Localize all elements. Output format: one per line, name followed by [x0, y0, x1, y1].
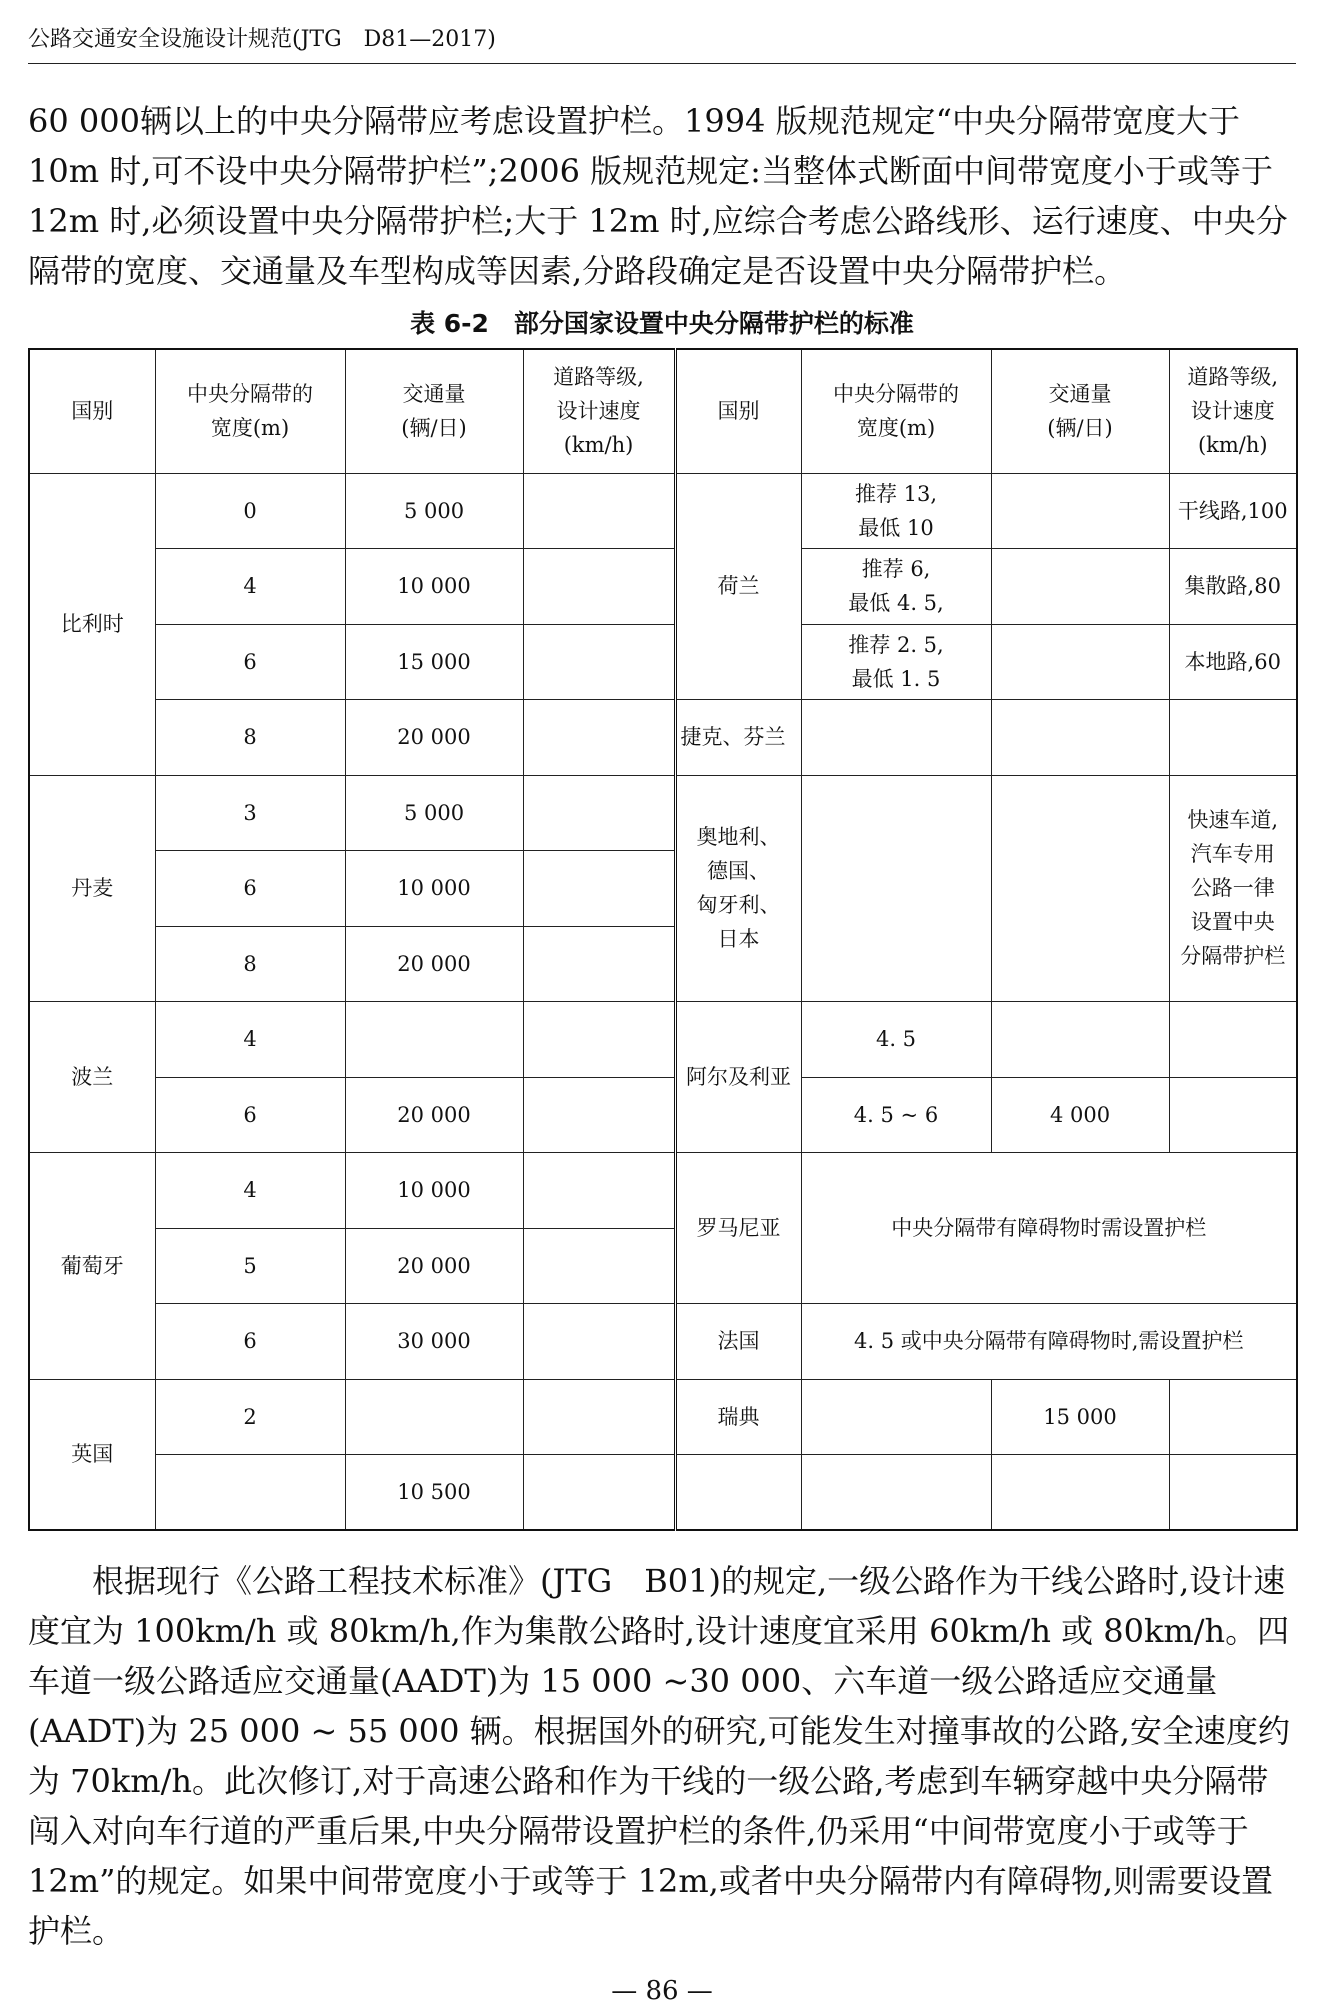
table-row [29, 549, 1297, 625]
width-cell [801, 775, 991, 1002]
road-cell [1169, 1379, 1297, 1455]
road-cell [523, 1228, 675, 1304]
road-cell: 集散路,80 [1169, 549, 1297, 625]
width-cell: 6 [155, 624, 345, 700]
traffic-cell [991, 549, 1169, 625]
traffic-cell: 5 000 [345, 473, 523, 549]
header-road: 道路等级, 设计速度 (km/h) [1169, 349, 1297, 473]
country-cell: 葡萄牙 [29, 1153, 155, 1380]
road-cell: 干线路,100 [1169, 473, 1297, 549]
width-cell [801, 1379, 991, 1455]
running-header: 公路交通安全设施设计规范(JTG D81—2017) [28, 22, 1296, 64]
width-cell: 6 [155, 1304, 345, 1380]
road-cell [523, 549, 675, 625]
road-cell [523, 926, 675, 1002]
traffic-cell: 10 500 [345, 1455, 523, 1531]
table-header-row [29, 349, 1297, 473]
paragraph-2: 根据现行《公路工程技术标准》(JTG B01)的规定,一级公路作为干线公路时,设计速度宜为 100km/h 或 80km/h,作为集散公路时,设计速度宜采用 60km/h 或 80km/h。四车道一级公路适应交通量(AADT)为 15 000 ~30 000、六车道一级公路适应交通量(AADT)为 25 000 ~ 55 000 辆。根据国外的研究,可能发生对撞事故的公路,安全速度约为 70km/h。此次修订,对于高速公路和作为干线的一级公路,考虑到车辆穿越中央分隔带闯入对向车行道的严重后果,中央分隔带设置护栏的条件,仍采用“中间带宽度小于或等于 12m”的规定。如果中间带宽度小于或等于 12m,或者中央分隔带内有障碍物,则需要设置护栏。 [28, 1562, 1290, 1950]
width-cell: 推荐 13, 最低 10 [801, 473, 991, 549]
traffic-cell: 20 000 [345, 1228, 523, 1304]
table-row [29, 1455, 1297, 1531]
width-cell [801, 1455, 991, 1531]
table-row [29, 1304, 1297, 1380]
traffic-cell [991, 775, 1169, 1002]
road-cell [523, 1379, 675, 1455]
traffic-cell: 10 000 [345, 1153, 523, 1229]
width-cell: 6 [155, 1077, 345, 1153]
road-cell [523, 1002, 675, 1078]
road-cell [523, 473, 675, 549]
country-cell: 比利时 [29, 473, 155, 775]
road-cell: 快速车道, 汽车专用 公路一律 设置中央 分隔带护栏 [1169, 775, 1297, 1002]
standards-table [28, 348, 1298, 1531]
road-cell [523, 1304, 675, 1380]
width-cell: 3 [155, 775, 345, 851]
page-number: — 86 — [611, 1976, 713, 2006]
road-cell [1169, 700, 1297, 776]
traffic-cell [991, 473, 1169, 549]
traffic-cell: 30 000 [345, 1304, 523, 1380]
traffic-cell: 15 000 [345, 624, 523, 700]
road-cell [523, 1153, 675, 1229]
road-cell [523, 775, 675, 851]
width-cell: 8 [155, 700, 345, 776]
country-cell: 法国 [675, 1304, 801, 1380]
header-width: 中央分隔带的 宽度(m) [801, 349, 991, 473]
traffic-cell: 4 000 [991, 1077, 1169, 1153]
width-cell: 0 [155, 473, 345, 549]
road-cell [523, 700, 675, 776]
traffic-cell: 20 000 [345, 926, 523, 1002]
traffic-cell [991, 624, 1169, 700]
traffic-cell [991, 1455, 1169, 1531]
header-width: 中央分隔带的 宽度(m) [155, 349, 345, 473]
traffic-cell [345, 1379, 523, 1455]
header-road: 道路等级, 设计速度 (km/h) [523, 349, 675, 473]
table-row [29, 1153, 1297, 1229]
width-cell [155, 1455, 345, 1531]
table-row [29, 1077, 1297, 1153]
width-cell: 4 [155, 549, 345, 625]
traffic-cell [345, 1002, 523, 1078]
traffic-cell: 10 000 [345, 549, 523, 625]
country-cell: 捷克、芬兰 [675, 700, 801, 776]
road-cell [1169, 1077, 1297, 1153]
table-row [29, 775, 1297, 851]
width-cell: 推荐 6, 最低 4. 5, [801, 549, 991, 625]
country-cell: 罗马尼亚 [675, 1153, 801, 1304]
traffic-cell [991, 1002, 1169, 1078]
width-cell: 6 [155, 851, 345, 927]
width-cell: 2 [155, 1379, 345, 1455]
paragraph-1: 60 000辆以上的中央分隔带应考虑设置护栏。1994 版规范规定“中央分隔带宽度大于10m 时,可不设中央分隔带护栏”;2006 版规范规定:当整体式断面中间带宽度小于或等于 12m 时,必须设置中央分隔带护栏;大于 12m 时,应综合考虑公路线形、运行速度、中央分隔带的宽度、交通量及车型构成等因素,分路段确定是否设置中央分隔带护栏。 [28, 102, 1288, 290]
width-cell [801, 700, 991, 776]
width-cell: 推荐 2. 5, 最低 1. 5 [801, 624, 991, 700]
width-cell: 5 [155, 1228, 345, 1304]
traffic-cell: 15 000 [991, 1379, 1169, 1455]
country-cell: 英国 [29, 1379, 155, 1530]
traffic-cell [991, 700, 1169, 776]
table-row [29, 1379, 1297, 1455]
width-cell: 8 [155, 926, 345, 1002]
traffic-cell: 10 000 [345, 851, 523, 927]
header-country: 国别 [29, 349, 155, 473]
width-cell: 4 [155, 1002, 345, 1078]
note-cell: 中央分隔带有障碍物时需设置护栏 [801, 1153, 1297, 1304]
width-cell: 4. 5 [801, 1002, 991, 1078]
note-cell: 4. 5 或中央分隔带有障碍物时,需设置护栏 [801, 1304, 1297, 1380]
traffic-cell: 20 000 [345, 700, 523, 776]
country-cell: 阿尔及利亚 [675, 1002, 801, 1153]
road-cell [523, 851, 675, 927]
width-cell: 4 [155, 1153, 345, 1229]
country-cell [675, 1455, 801, 1531]
header-country: 国别 [675, 349, 801, 473]
road-cell [1169, 1002, 1297, 1078]
traffic-cell: 20 000 [345, 1077, 523, 1153]
road-cell: 本地路,60 [1169, 624, 1297, 700]
country-cell: 丹麦 [29, 775, 155, 1002]
road-cell [523, 1455, 675, 1531]
table-row [29, 700, 1297, 776]
country-cell: 奥地利、 德国、 匈牙利、 日本 [675, 775, 801, 1002]
country-cell: 荷兰 [675, 473, 801, 700]
table-row [29, 624, 1297, 700]
road-cell [1169, 1455, 1297, 1531]
traffic-cell: 5 000 [345, 775, 523, 851]
road-cell [523, 1077, 675, 1153]
width-cell: 4. 5 ~ 6 [801, 1077, 991, 1153]
road-cell [523, 624, 675, 700]
table-row [29, 1002, 1297, 1078]
header-traffic: 交通量 (辆/日) [991, 349, 1169, 473]
header-traffic: 交通量 (辆/日) [345, 349, 523, 473]
country-cell: 瑞典 [675, 1379, 801, 1455]
country-cell: 波兰 [29, 1002, 155, 1153]
table-title: 表 6-2 部分国家设置中央分隔带护栏的标准 [410, 309, 914, 338]
table-row [29, 473, 1297, 549]
